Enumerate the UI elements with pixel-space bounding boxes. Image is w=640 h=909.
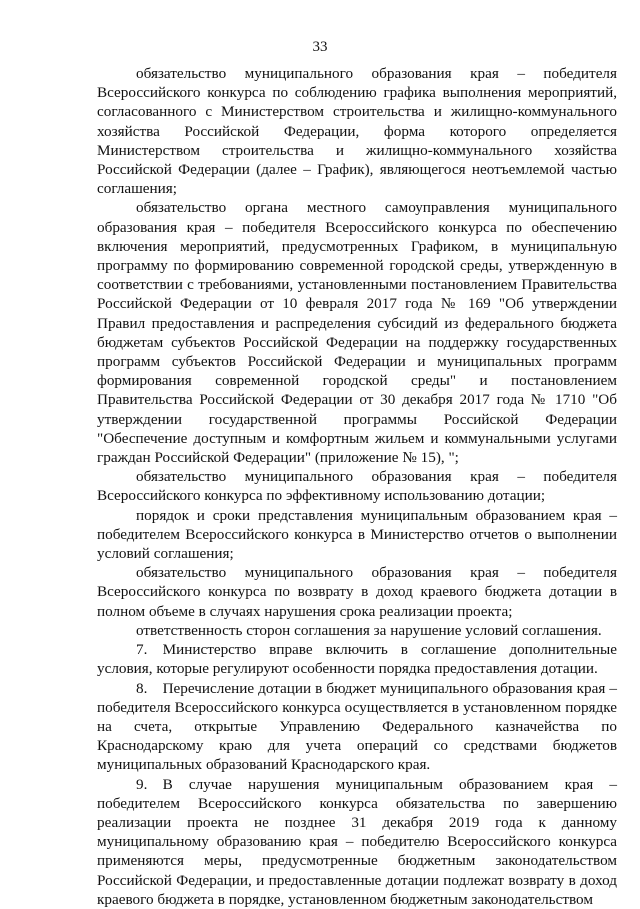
paragraph-liability: ответственность сторон соглашения за нарушение условий соглашения. xyxy=(136,621,602,639)
page-number: 33 xyxy=(312,39,328,55)
clause-9: 9. В случае нарушения муниципальным образованием края – победителем Всероссийского конкурса обязательства по завершению реализации проекта не позднее 31 декабря 2019 года к данному муниципальному образованию края – победителю Всероссийского конкурса применяются меры, предусмотренные бюджетным законодательством Российской Федерации, и предоставленные дотации подлежат возврату в доход краевого бюджета в порядке, установленном бюджетным законодательством xyxy=(97,775,617,908)
document-body xyxy=(97,64,617,909)
clause-7: 7. Министерство вправе включить в соглашение дополнительные условия, которые регулируют особенности порядка предоставления дотации. xyxy=(97,641,617,678)
paragraph-reporting-terms: порядок и сроки представления муниципальным образованием края – победителем Всероссийского конкурса в Министерство отчетов о выполнении условий соглашения; xyxy=(97,506,617,563)
paragraph-program-obligation: обязательство органа местного самоуправления муниципального образования края – победителя Всероссийского конкурса по обеспечению включения мероприятий, предусмотренных Графиком, в муниципальную программу по формированию современной городской среды, утвержденную в соответствии с требованиями, установленными постановлением Правительства Российской Федерации от 10 февраля 2017 года № 169 "Об утверждении Правил предоставления и распределения субсидий из федерального бюджета бюджетам субъектов Российской Федерации на поддержку государственных программ субъектов Российской Федерации и муниципальных программ формирования современной городской среды" и постановлением Правительства Российской Федерации от 30 декабря 2017 года № 1710 "Об утверждении государственной программы Российской Федерации "Обеспечение доступным и комфортным жильем и коммунальными услугами граждан Российской Федерации" (приложение № 15), "; xyxy=(97,199,617,467)
paragraph-efficient-use-obligation: обязательство муниципального образования края – победителя Всероссийского конкурса по эффективному использованию дотации; xyxy=(97,468,617,505)
paragraph-refund-obligation: обязательство муниципального образования края – победителя Всероссийского конкурса по возврату в доход краевого бюджета дотации в полном объеме в случаях нарушения срока реализации проекта; xyxy=(97,564,617,620)
paragraph-schedule-obligation: обязательство муниципального образования края – победителя Всероссийского конкурса по соблюдению графика выполнения мероприятий, согласованного с Министерством строительства и жилищно-коммунального хозяйства Российской Федерации, форма которого определяется Министерством строительства и жилищно-коммунального хозяйства Российской Федерации (далее – График), являющегося неотъемлемой частью соглашения; xyxy=(97,65,617,198)
clause-8: 8. Перечисление дотации в бюджет муниципального образования края – победителя Всероссийского конкурса осуществляется в установленном порядке на счета, открытые Управлению Федерального казначейства по Краснодарскому краю для учета операций со средствами бюджетов муниципальных образований Краснодарского края. xyxy=(97,679,617,774)
